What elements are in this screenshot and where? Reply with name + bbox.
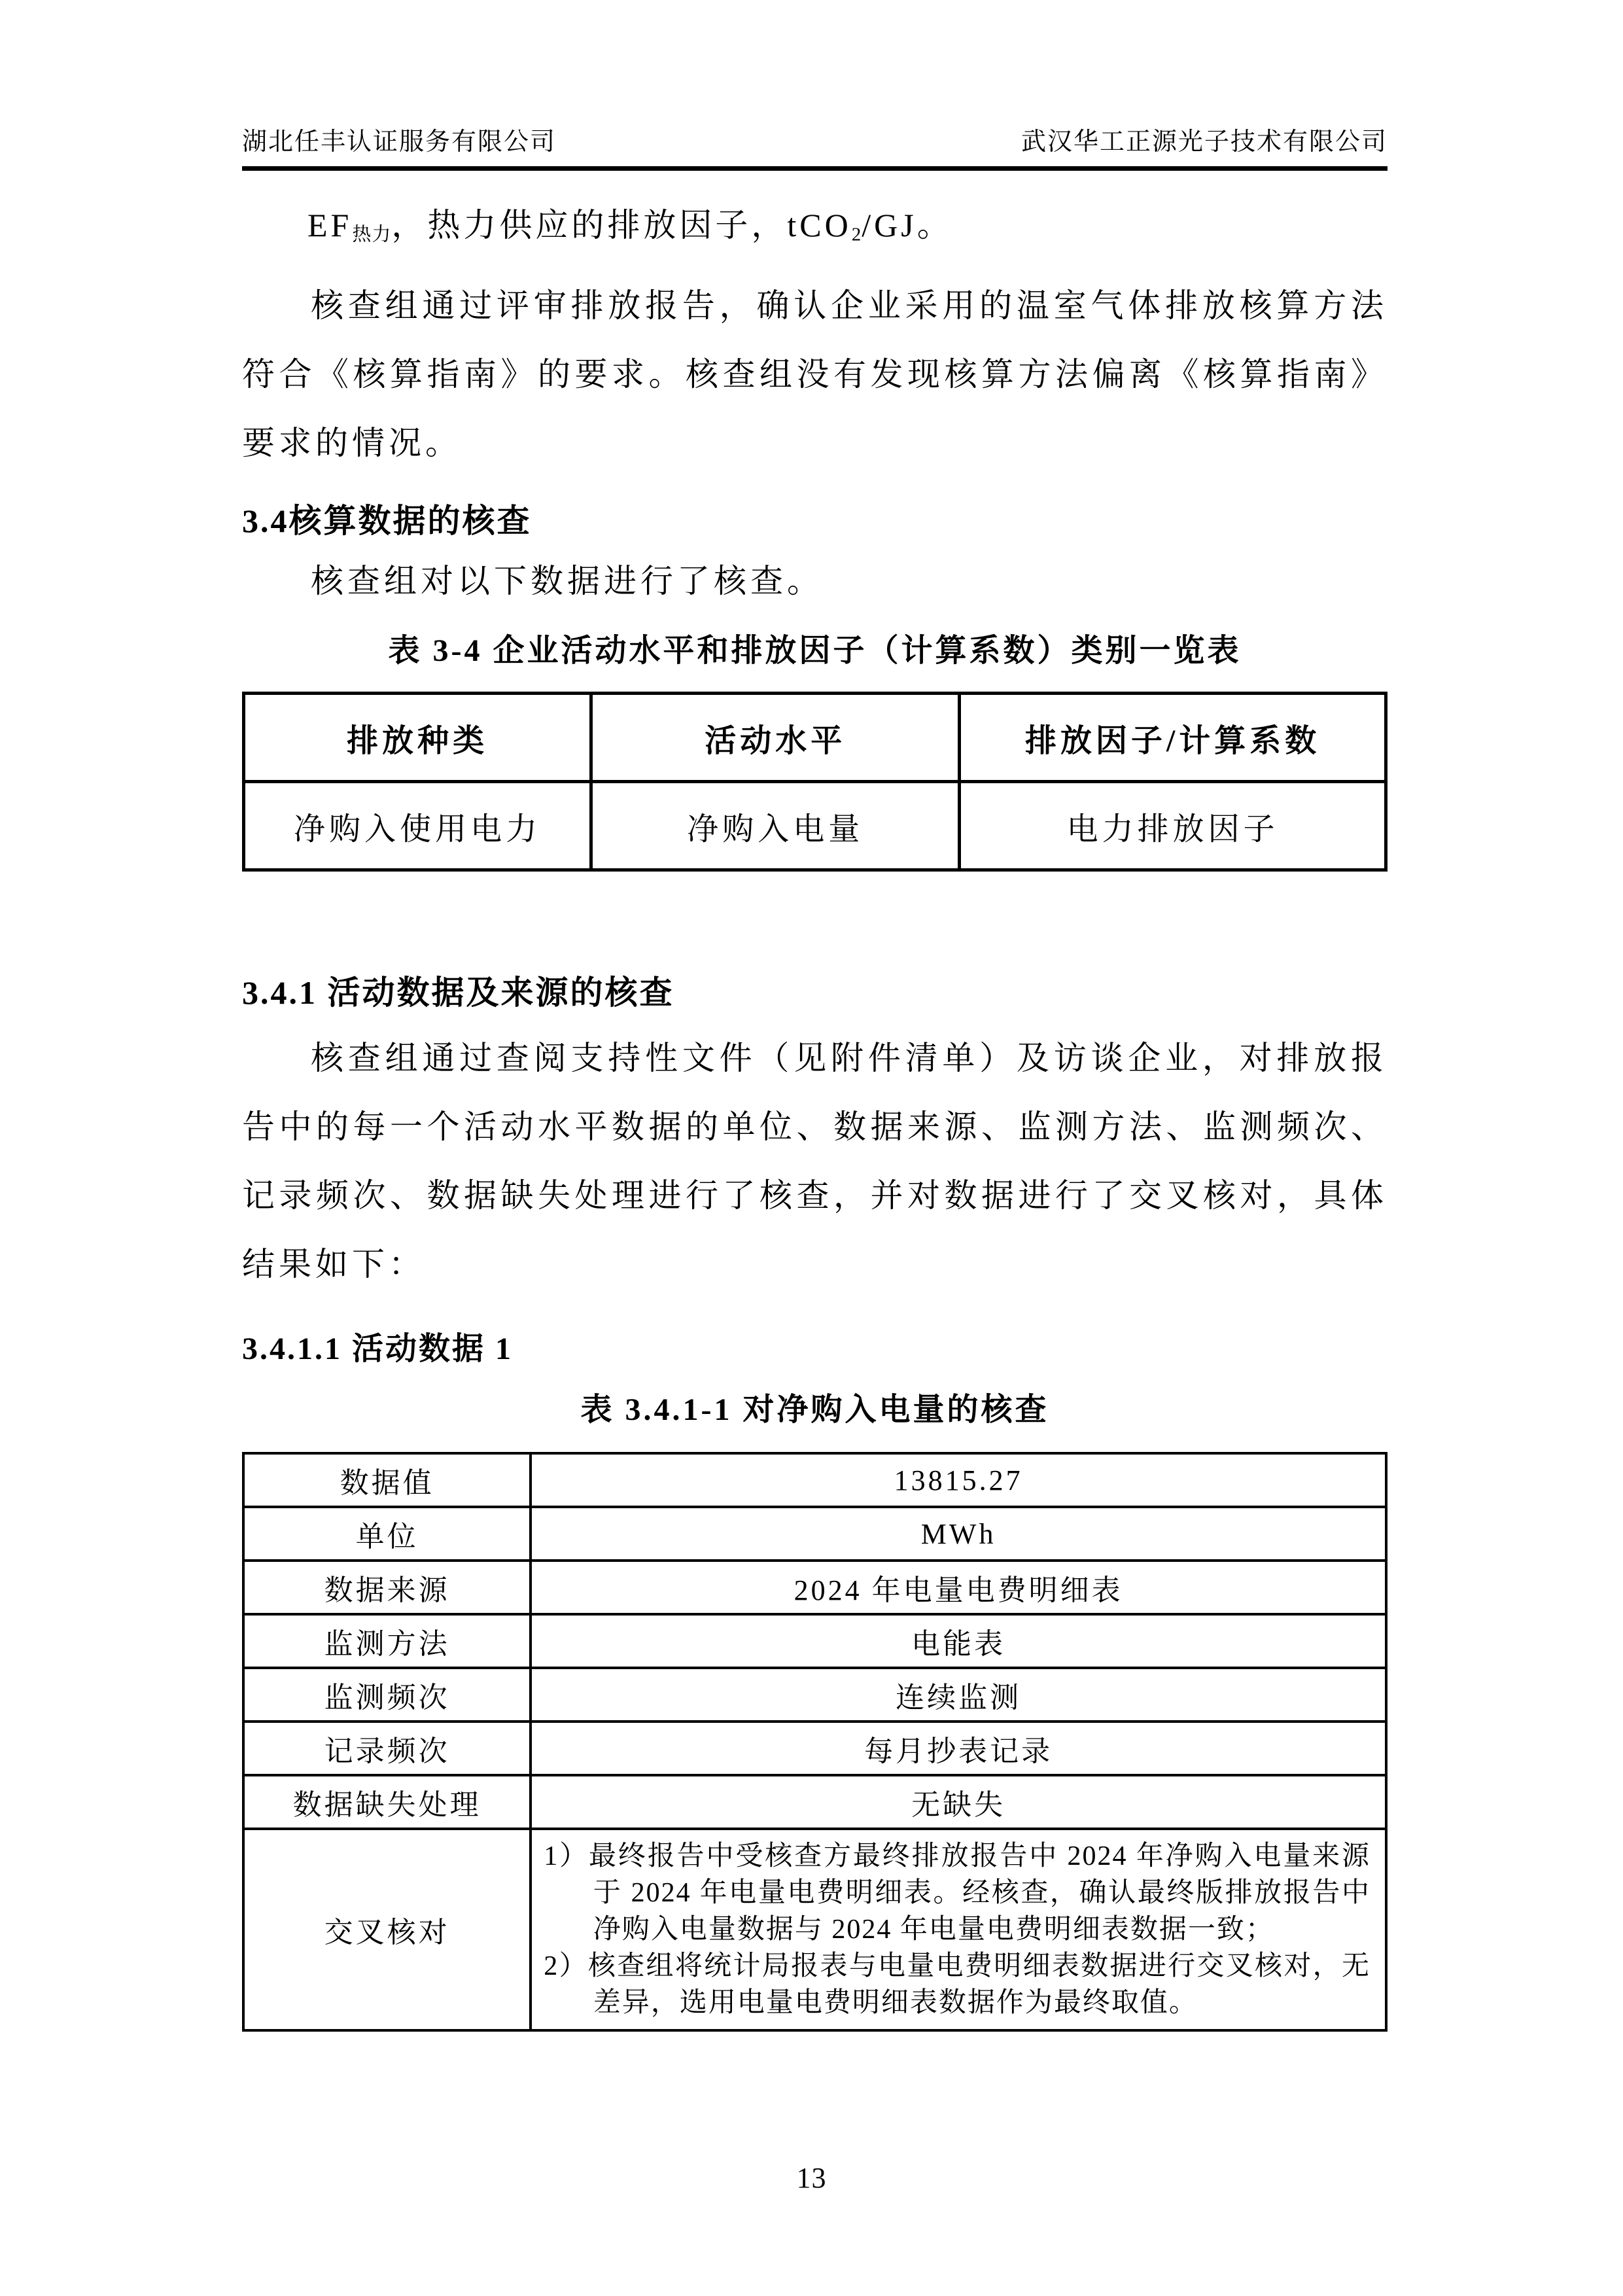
section-3-4-1-paragraph: 核查组通过查阅支持性文件（见附件清单）及访谈企业，对排放报告中的每一个活动水平数据的单位、数据来源、监测方法、监测频次、记录频次、数据缺失处理进行了核查，并对数据进行了交叉核对，具体结果如下：: [242, 1040, 1387, 1283]
table-3-4-header-row: [244, 694, 1386, 782]
page-number: 13: [796, 2162, 827, 2194]
section-3-4-1-1-heading: 3.4.1.1 活动数据 1: [242, 1332, 514, 1367]
row-label-record-frequency: 记录频次: [243, 1722, 531, 1775]
table-row-cross-check: [243, 1829, 1386, 2030]
table-3-4-cell-emission-type: 净购入使用电力: [244, 782, 591, 870]
table-3-4-cell-activity-level: 净购入电量: [591, 782, 960, 870]
row-value-data-value: 13815.27: [531, 1453, 1386, 1507]
row-label-monitoring-frequency: 监测频次: [243, 1668, 531, 1722]
ef-line-middle: ，热力供应的排放因子，tCO: [391, 207, 852, 243]
header-right-company: 武汉华工正源光子技术有限公司: [1021, 128, 1387, 156]
table-row: [244, 782, 1386, 870]
table-row: [243, 1507, 1386, 1561]
table-3-4-header-emission-factor: 排放因子/计算系数: [960, 694, 1386, 782]
table-3-4-cell-emission-factor: 电力排放因子: [960, 782, 1386, 870]
row-label-unit: 单位: [243, 1507, 531, 1561]
header-left-company: 湖北任丰认证服务有限公司: [242, 128, 557, 156]
row-value-monitoring-frequency: 连续监测: [531, 1668, 1386, 1722]
table-row: [243, 1614, 1386, 1668]
table-row: [243, 1668, 1386, 1722]
table-3-4-header-emission-type: 排放种类: [244, 694, 591, 782]
cross-check-item-1: 1）最终报告中受核查方最终排放报告中 2024 年净购入电量来源于 2024 年电量电费明细表。经核查，确认最终版排放报告中净购入电量数据与 2024 年电量电费明细表数据一致；: [544, 1841, 1370, 1945]
row-label-cross-check: 交叉核对: [243, 1829, 531, 2030]
row-value-monitoring-method: 电能表: [531, 1614, 1386, 1668]
table-3-4: [242, 692, 1387, 872]
section-3-4-paragraph: 核查组对以下数据进行了核查。: [311, 563, 824, 600]
table-row: [243, 1775, 1386, 1829]
ef-symbol-subscript: 热力: [352, 224, 392, 245]
section-3-4-1-heading: 3.4.1 活动数据及来源的核查: [242, 974, 674, 1012]
table-3-4-1-1: [242, 1452, 1387, 2032]
row-label-data-value: 数据值: [243, 1453, 531, 1507]
table-row: [243, 1453, 1386, 1507]
table-3-4-header-activity-level: 活动水平: [591, 694, 960, 782]
page-header: [242, 121, 1387, 171]
row-value-missing-data-handling: 无缺失: [531, 1775, 1386, 1829]
section-gap: [242, 872, 1387, 966]
co2-subscript: 2: [851, 224, 862, 245]
table-3-4-title: 表 3-4 企业活动水平和排放因子（计算系数）类别一览表: [388, 633, 1242, 669]
ef-symbol: EF: [307, 207, 353, 243]
ef-definition-line: [242, 205, 1387, 255]
table-3-4-1-1-title: 表 3.4.1-1 对净购入电量的核查: [580, 1392, 1049, 1428]
row-label-data-source: 数据来源: [243, 1561, 531, 1614]
method-check-paragraph: 核查组通过评审排放报告，确认企业采用的温室气体排放核算方法符合《核算指南》的要求。核查组没有发现核算方法偏离《核算指南》要求的情况。: [242, 287, 1387, 462]
row-value-unit: MWh: [531, 1507, 1386, 1561]
ef-line-suffix: /GJ。: [862, 207, 953, 243]
row-label-missing-data-handling: 数据缺失处理: [243, 1775, 531, 1829]
cross-check-item-2: 2）核查组将统计局报表与电量电费明细表数据进行交叉核对，无差异，选用电量电费明细表数据作为最终取值。: [544, 1951, 1370, 2019]
row-value-data-source: 2024 年电量电费明细表: [531, 1561, 1386, 1614]
table-row: [243, 1722, 1386, 1775]
row-label-monitoring-method: 监测方法: [243, 1614, 531, 1668]
row-value-cross-check: [531, 1829, 1386, 2030]
row-value-record-frequency: 每月抄表记录: [531, 1722, 1386, 1775]
section-3-4-heading: 3.4核算数据的核查: [242, 503, 532, 540]
table-row: [243, 1561, 1386, 1614]
